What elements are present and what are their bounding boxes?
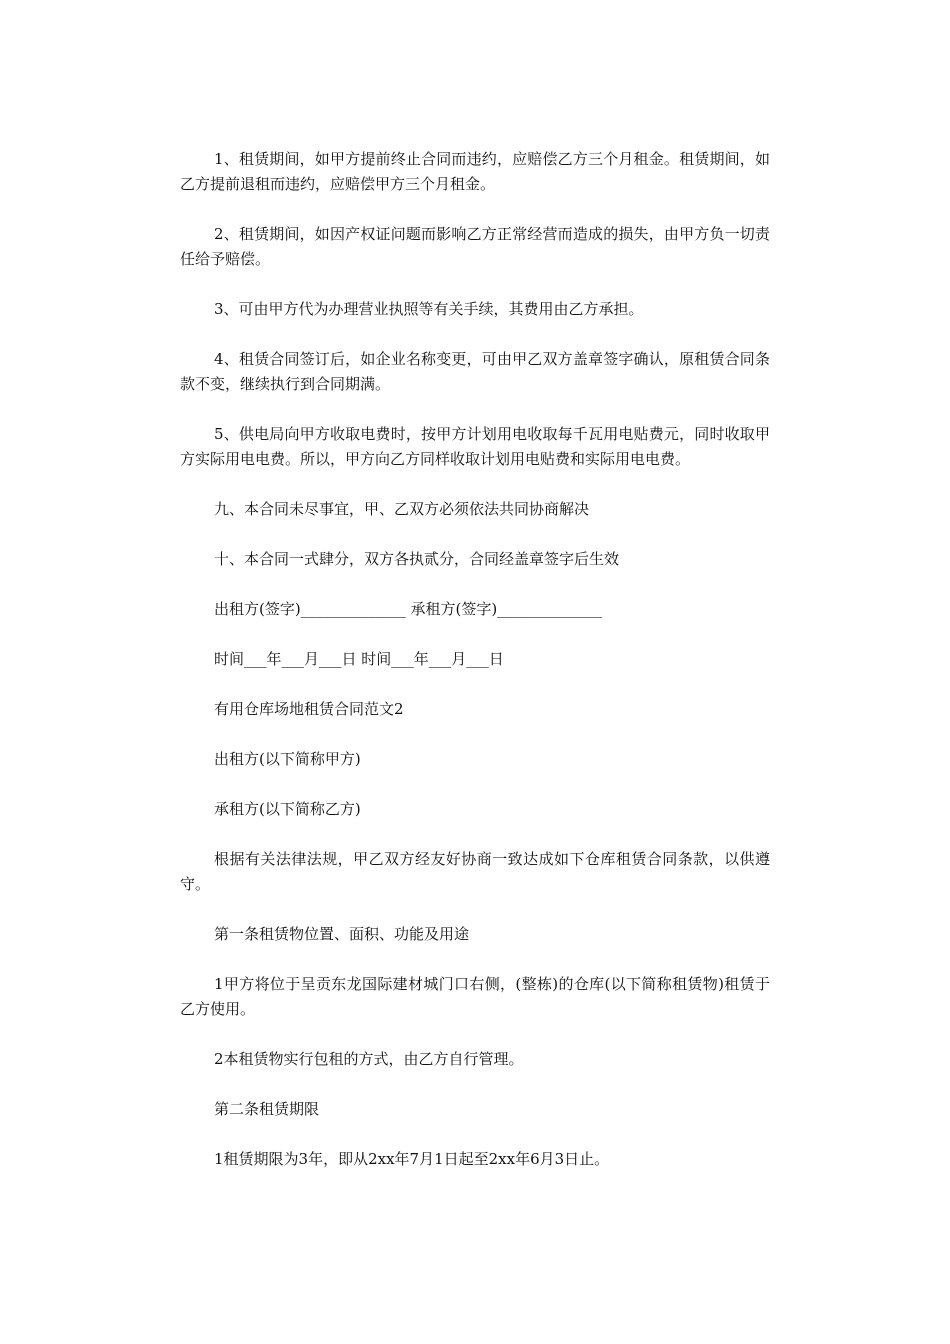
document-page	[180, 147, 770, 1197]
article-ten: 十、本合同一式肆分，双方各执贰分，合同经盖章签字后生效	[214, 550, 620, 568]
party-a-line: 出租方(以下简称甲方)	[214, 750, 361, 768]
article-heading: 第二条租赁期限	[214, 1100, 320, 1118]
clause-paragraph: 4、租赁合同签订后，如企业名称变更，可由甲乙双方盖章签字确认，原租赁合同条款不变，继续执行到合同期满。	[180, 350, 770, 393]
preamble-paragraph: 根据有关法律法规，甲乙双方经友好协商一致达成如下仓库租赁合同条款，以供遵守。	[180, 850, 770, 893]
article-nine: 九、本合同未尽事宜，甲、乙双方必须依法共同协商解决	[214, 500, 590, 518]
clause-paragraph: 2本租赁物实行包租的方式，由乙方自行管理。	[214, 1050, 524, 1068]
clause-paragraph: 1租赁期限为3年，即从2xx年7月1日起至2xx年6月3日止。	[214, 1150, 610, 1168]
section-title: 有用仓库场地租赁合同范文2	[214, 700, 404, 718]
clause-paragraph: 5、供电局向甲方收取电费时，按甲方计划用电收取每千瓦用电贴费元，同时收取甲方实际用电电费。所以，甲方向乙方同样收取计划用电贴费和实际用电电费。	[180, 425, 770, 468]
date-line: 时间___年___月___日 时间___年___月___日	[214, 650, 504, 668]
clause-paragraph: 1甲方将位于呈贡东龙国际建材城门口右侧，(整栋)的仓库(以下简称租赁物)租赁于乙方使用。	[180, 975, 770, 1018]
clause-paragraph: 1、租赁期间，如甲方提前终止合同而违约，应赔偿乙方三个月租金。租赁期间，如乙方提前退租而违约，应赔偿甲方三个月租金。	[180, 150, 770, 193]
clause-paragraph: 3、可由甲方代为办理营业执照等有关手续，其费用由乙方承担。	[214, 300, 644, 318]
article-heading: 第一条租赁物位置、面积、功能及用途	[214, 925, 470, 943]
signature-line: 出租方(签字)______________ 承租方(签字)______________	[214, 600, 603, 618]
clause-paragraph: 2、租赁期间，如因产权证问题而影响乙方正常经营而造成的损失，由甲方负一切责任给予赔偿。	[180, 225, 770, 268]
party-b-line: 承租方(以下简称乙方)	[214, 800, 361, 818]
